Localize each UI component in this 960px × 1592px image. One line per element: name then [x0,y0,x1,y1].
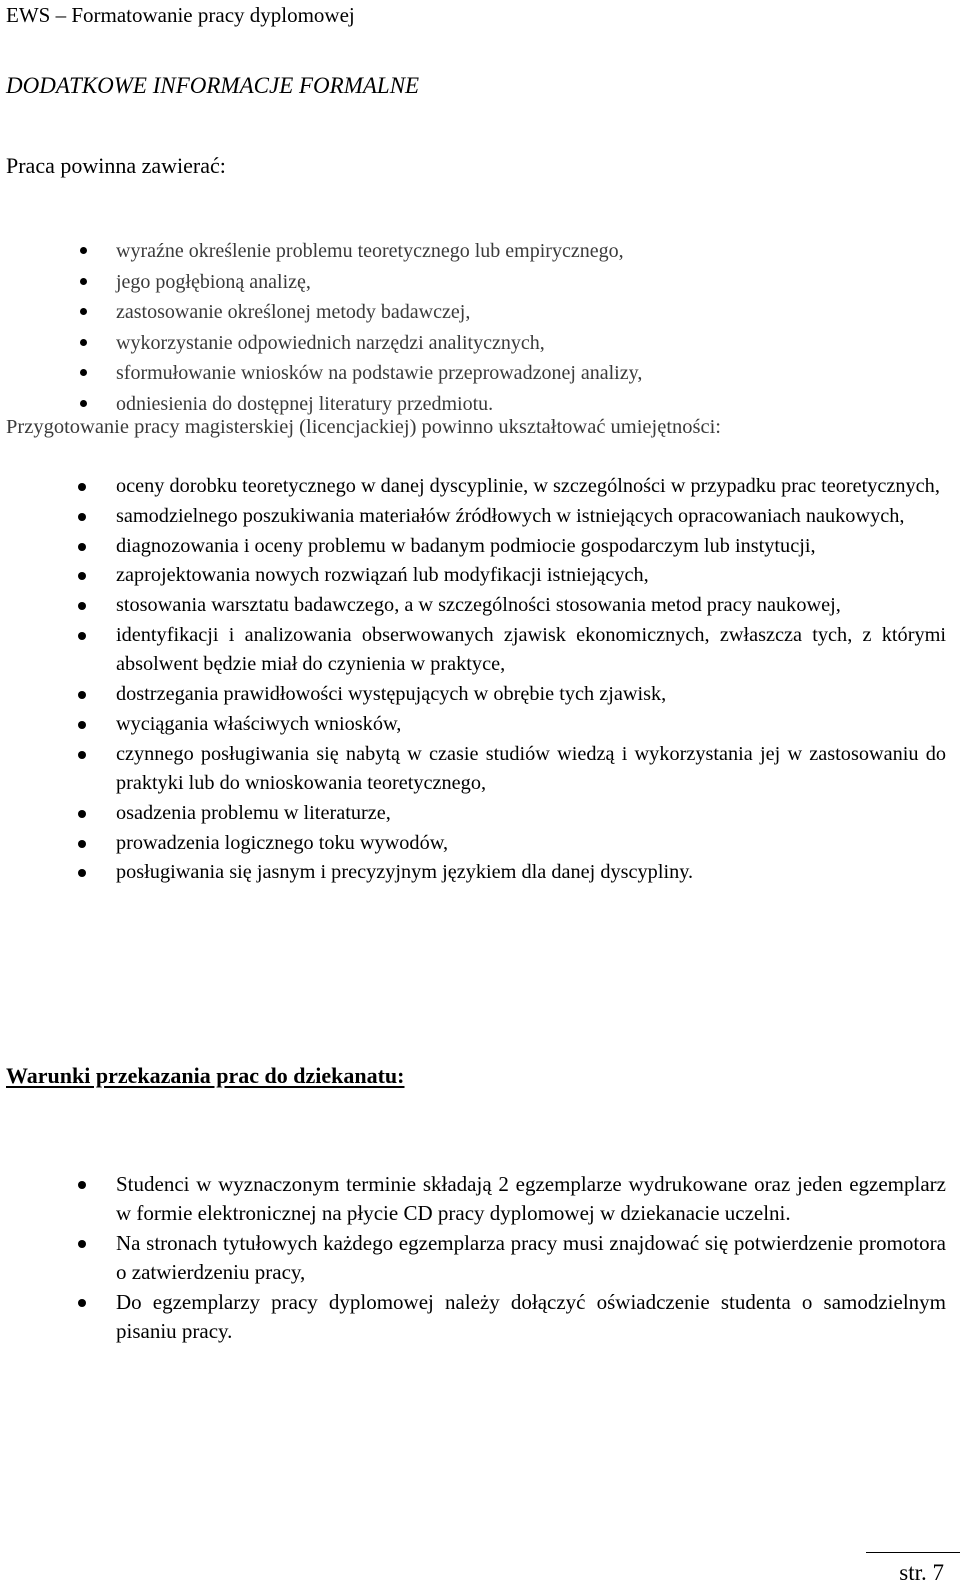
bullet-icon [78,869,86,877]
bullet-icon [78,483,86,491]
list-item: czynnego posługiwania się nabytą w czasie studiów wiedzą i wykorzystania jej w zastosowaniu do praktyki lub do wnioskowania teoretycznego, [116,740,946,799]
bullet-icon [78,751,86,759]
section-title: DODATKOWE INFORMACJE FORMALNE [6,73,420,98]
submission-heading: Warunki przekazania prac do dziekanatu: [6,1063,405,1088]
list-item: samodzielnego poszukiwania materiałów źródłowych w istniejących opracowaniach naukowych, [116,502,946,531]
list-item: sformułowanie wniosków na podstawie przeprowadzonej analizy, [116,358,946,389]
bullet-icon [78,1181,86,1189]
bullet-icon [78,840,86,848]
list-item: diagnozowania i oceny problemu w badanym podmiocie gospodarczym lub instytucji, [116,532,946,561]
bullet-icon [78,572,86,580]
list-item: posługiwania się jasnym i precyzyjnym językiem dla danej dyscypliny. [116,858,946,887]
bullet-icon [78,543,86,551]
bullet-icon [80,400,87,407]
bullet-icon [80,247,87,254]
list-item: Studenci w wyznaczonym terminie składają 2 egzemplarze wydrukowane oraz jeden egzemplarz w formie elektronicznej na płycie CD pracy dyplomowej w dziekanacie uczelni. [116,1170,946,1228]
submission-list [116,1170,946,1346]
bullet-icon [78,1240,86,1248]
bullet-icon [80,308,87,315]
skills-paragraph: Przygotowanie pracy magisterskiej (licencjackiej) powinno ukształtować umiejętności: [6,416,721,438]
intro-paragraph: Praca powinna zawierać: [6,153,226,178]
list-item: Do egzemplarzy pracy dyplomowej należy dołączyć oświadczenie studenta o samodzielnym pisaniu pracy. [116,1288,946,1346]
list-item: dostrzegania prawidłowości występujących w obrębie tych zjawisk, [116,680,946,709]
bullet-icon [78,602,86,610]
bullet-icon [78,721,86,729]
list-item: zastosowanie określonej metody badawczej, [116,297,946,328]
bullet-icon [78,632,86,640]
list-item: oceny dorobku teoretycznego w danej dyscyplinie, w szczególności w przypadku prac teoretycznych, [116,472,946,501]
list-item: wyraźne określenie problemu teoretycznego lub empirycznego, [116,236,946,267]
list-item: zaprojektowania nowych rozwiązań lub modyfikacji istniejących, [116,561,946,590]
list-item: wykorzystanie odpowiednich narzędzi analitycznych, [116,328,946,359]
page-number: str. 7 [899,1560,944,1585]
list-item: identyfikacji i analizowania obserwowanych zjawisk ekonomicznych, zwłaszcza tych, z którymi absolwent będzie miał do czynienia w praktyce, [116,621,946,680]
bullet-icon [80,278,87,285]
bullet-icon [78,513,86,521]
list-item: jego pogłębioną analizę, [116,267,946,298]
bullet-icon [78,691,86,699]
requirements-list [116,236,946,419]
list-item: prowadzenia logicznego toku wywodów, [116,829,946,858]
footer-divider [866,1552,960,1553]
bullet-icon [80,339,87,346]
list-item: osadzenia problemu w literaturze, [116,799,946,828]
bullet-icon [78,1299,86,1307]
list-item: stosowania warsztatu badawczego, a w szczególności stosowania metod pracy naukowej, [116,591,946,620]
bullet-icon [80,369,87,376]
page-header: EWS – Formatowanie pracy dyplomowej [6,3,355,27]
list-item: Na stronach tytułowych każdego egzemplarza pracy musi znajdować się potwierdzenie promotora o zatwierdzeniu pracy, [116,1229,946,1287]
skills-list [116,472,946,888]
list-item: odniesienia do dostępnej literatury przedmiotu. [116,389,946,420]
list-item: wyciągania właściwych wniosków, [116,710,946,739]
bullet-icon [78,810,86,818]
